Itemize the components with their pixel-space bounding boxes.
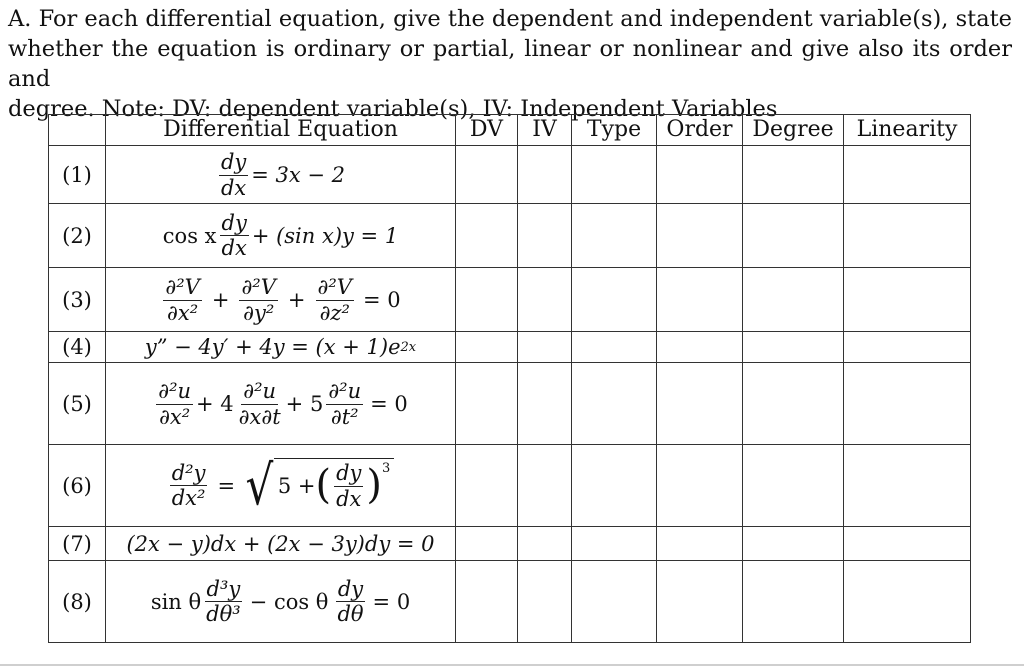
header-iv: IV — [518, 115, 572, 146]
instructions-paragraph — [8, 4, 1012, 124]
bottom-divider — [0, 664, 1024, 666]
equation-5 — [153, 380, 408, 427]
right-parenthesis: ) — [366, 462, 382, 509]
equation-cell — [106, 561, 456, 643]
equals-operator: = — [217, 473, 236, 498]
header-type: Type — [572, 115, 657, 146]
fraction-denominator: dx — [221, 236, 247, 260]
answer-cell-dv[interactable] — [456, 332, 518, 363]
answer-cell-iv[interactable] — [518, 445, 572, 527]
answer-cell-iv[interactable] — [518, 146, 572, 204]
radical-sign-icon: √ — [245, 453, 274, 518]
fraction-denominator: ∂z² — [319, 300, 350, 325]
fraction-numerator: ∂²V — [165, 275, 200, 300]
answer-cell-degree[interactable] — [743, 363, 844, 445]
header-differential-equation: Differential Equation — [106, 115, 456, 146]
answer-cell-linearity[interactable] — [844, 363, 971, 445]
equation-1 — [216, 151, 345, 198]
row-number: (6) — [49, 445, 106, 527]
fraction-numerator: ∂²u — [243, 379, 277, 404]
radicand — [274, 458, 394, 513]
fraction-numerator: ∂²V — [317, 275, 352, 300]
answer-cell-degree[interactable] — [743, 527, 844, 561]
answer-cell-degree[interactable] — [743, 561, 844, 643]
coefficient: + 5 — [285, 392, 324, 416]
answer-cell-dv[interactable] — [456, 146, 518, 204]
fraction-numerator: d²y — [171, 460, 206, 485]
row-number: (3) — [49, 268, 106, 332]
equation-6 — [167, 453, 395, 518]
answer-cell-iv[interactable] — [518, 561, 572, 643]
fraction-denominator: ∂x∂t — [238, 404, 281, 429]
equations-table — [48, 114, 971, 643]
answer-cell-dv[interactable] — [456, 445, 518, 527]
exponent: 3 — [381, 461, 391, 477]
fraction-denominator: ∂y² — [243, 300, 275, 325]
answer-cell-dv[interactable] — [456, 363, 518, 445]
row-number: (8) — [49, 561, 106, 643]
fraction-numerator: dy — [220, 150, 247, 175]
equation-cell — [106, 146, 456, 204]
equation-7: (2x − y)dx + (2x − 3y)dy = 0 — [126, 531, 435, 556]
equation-cell — [106, 268, 456, 332]
answer-cell-degree[interactable] — [743, 204, 844, 268]
fraction-denominator: ∂t² — [330, 404, 359, 429]
header-degree: Degree — [743, 115, 844, 146]
equation-rhs: = 3x − 2 — [251, 163, 346, 187]
fraction-denominator: ∂x² — [167, 300, 199, 325]
answer-cell-type[interactable] — [572, 332, 657, 363]
equation-prefix: cos x — [162, 223, 217, 248]
answer-cell-linearity[interactable] — [844, 445, 971, 527]
fraction-numerator: dy — [337, 576, 364, 601]
answer-cell-dv[interactable] — [456, 268, 518, 332]
fraction-denominator: ∂x² — [159, 404, 191, 429]
instructions-line-2: whether the equation is ordinary or partial, linear or nonlinear and give also its order and — [8, 36, 1012, 92]
answer-cell-linearity[interactable] — [844, 268, 971, 332]
fraction-numerator: ∂²u — [158, 379, 192, 404]
fraction-denominator: dx — [336, 486, 362, 511]
fraction-numerator: d³y — [206, 576, 241, 601]
square-root — [242, 453, 394, 518]
table-row — [49, 204, 971, 268]
answer-cell-iv[interactable] — [518, 527, 572, 561]
answer-cell-linearity[interactable] — [844, 527, 971, 561]
table-row — [49, 363, 971, 445]
instructions-line-3: degree. Note: DV: dependent variable(s), IV: Independent Variables — [8, 96, 778, 122]
answer-cell-degree[interactable] — [743, 268, 844, 332]
answer-cell-degree[interactable] — [743, 445, 844, 527]
exponent: 2x — [400, 339, 417, 355]
row-number: (4) — [49, 332, 106, 363]
equation-cell — [106, 204, 456, 268]
answer-cell-type[interactable] — [572, 204, 657, 268]
table-row — [49, 332, 971, 363]
answer-cell-type[interactable] — [572, 527, 657, 561]
table-row — [49, 561, 971, 643]
equation-8 — [151, 578, 410, 625]
answer-cell-type[interactable] — [572, 146, 657, 204]
answer-cell-order[interactable] — [657, 332, 743, 363]
equation-2 — [163, 212, 398, 259]
plus-operator: + — [287, 288, 306, 312]
radicand-constant: 5 + — [277, 474, 316, 498]
equation-rhs: = 0 — [372, 589, 411, 614]
coefficient: + 4 — [196, 392, 234, 416]
plus-operator: + — [211, 288, 230, 312]
equation-rhs: = 0 — [370, 392, 408, 416]
left-parenthesis: ( — [315, 462, 332, 509]
header-order: Order — [657, 115, 743, 146]
answer-cell-order[interactable] — [657, 204, 743, 268]
answer-cell-type[interactable] — [572, 445, 657, 527]
fraction-numerator: dy — [336, 461, 362, 486]
equation-cell — [106, 363, 456, 445]
answer-cell-linearity[interactable] — [844, 146, 971, 204]
instructions-line-1: A. For each differential equation, give the dependent and independent variable(s), state — [8, 6, 1012, 32]
table-row — [49, 146, 971, 204]
answer-cell-dv[interactable] — [456, 561, 518, 643]
answer-cell-order[interactable] — [657, 146, 743, 204]
equation-cell — [106, 445, 456, 527]
answer-cell-order[interactable] — [657, 527, 743, 561]
answer-cell-order[interactable] — [657, 363, 743, 445]
fraction-numerator: dy — [221, 210, 247, 235]
equation-rhs: + (sin x)y = 1 — [251, 223, 399, 248]
answer-cell-order[interactable] — [657, 561, 743, 643]
answer-cell-iv[interactable] — [518, 332, 572, 363]
header-linearity: Linearity — [844, 115, 971, 146]
answer-cell-order[interactable] — [657, 445, 743, 527]
equation-middle-term: − cos θ — [249, 589, 329, 614]
equation-cell — [106, 332, 456, 363]
answer-cell-dv[interactable] — [456, 204, 518, 268]
fraction-numerator: ∂²V — [241, 275, 276, 300]
answer-cell-linearity[interactable] — [844, 561, 971, 643]
answer-cell-degree[interactable] — [743, 146, 844, 204]
answer-cell-type[interactable] — [572, 363, 657, 445]
equation-3 — [160, 276, 400, 323]
answer-cell-type[interactable] — [572, 561, 657, 643]
row-number: (1) — [49, 146, 106, 204]
row-number: (7) — [49, 527, 106, 561]
answer-cell-linearity[interactable] — [844, 204, 971, 268]
answer-cell-iv[interactable] — [518, 204, 572, 268]
row-number: (5) — [49, 363, 106, 445]
equation-4 — [145, 335, 416, 359]
table-header-row — [49, 115, 971, 146]
header-dv: DV — [456, 115, 518, 146]
equation-prefix: sin θ — [150, 589, 202, 614]
fraction-denominator: dx — [220, 175, 247, 200]
equation-rhs: = 0 — [362, 288, 401, 312]
answer-cell-dv[interactable] — [456, 527, 518, 561]
fraction-denominator: dθ³ — [206, 602, 241, 626]
header-number — [49, 115, 106, 146]
table-row — [49, 527, 971, 561]
answer-cell-linearity[interactable] — [844, 332, 971, 363]
answer-cell-iv[interactable] — [518, 363, 572, 445]
answer-cell-order[interactable] — [657, 268, 743, 332]
equation-text: y” − 4y′ + 4y = (x + 1)e — [144, 335, 401, 359]
fraction-numerator: ∂²u — [328, 379, 362, 404]
table-row — [49, 445, 971, 527]
fraction-denominator: dx² — [171, 486, 206, 510]
equation-cell — [106, 527, 456, 561]
fraction-denominator: dθ — [337, 602, 364, 626]
table-row — [49, 268, 971, 332]
answer-cell-degree[interactable] — [743, 332, 844, 363]
answer-cell-type[interactable] — [572, 268, 657, 332]
row-number: (2) — [49, 204, 106, 268]
answer-cell-iv[interactable] — [518, 268, 572, 332]
